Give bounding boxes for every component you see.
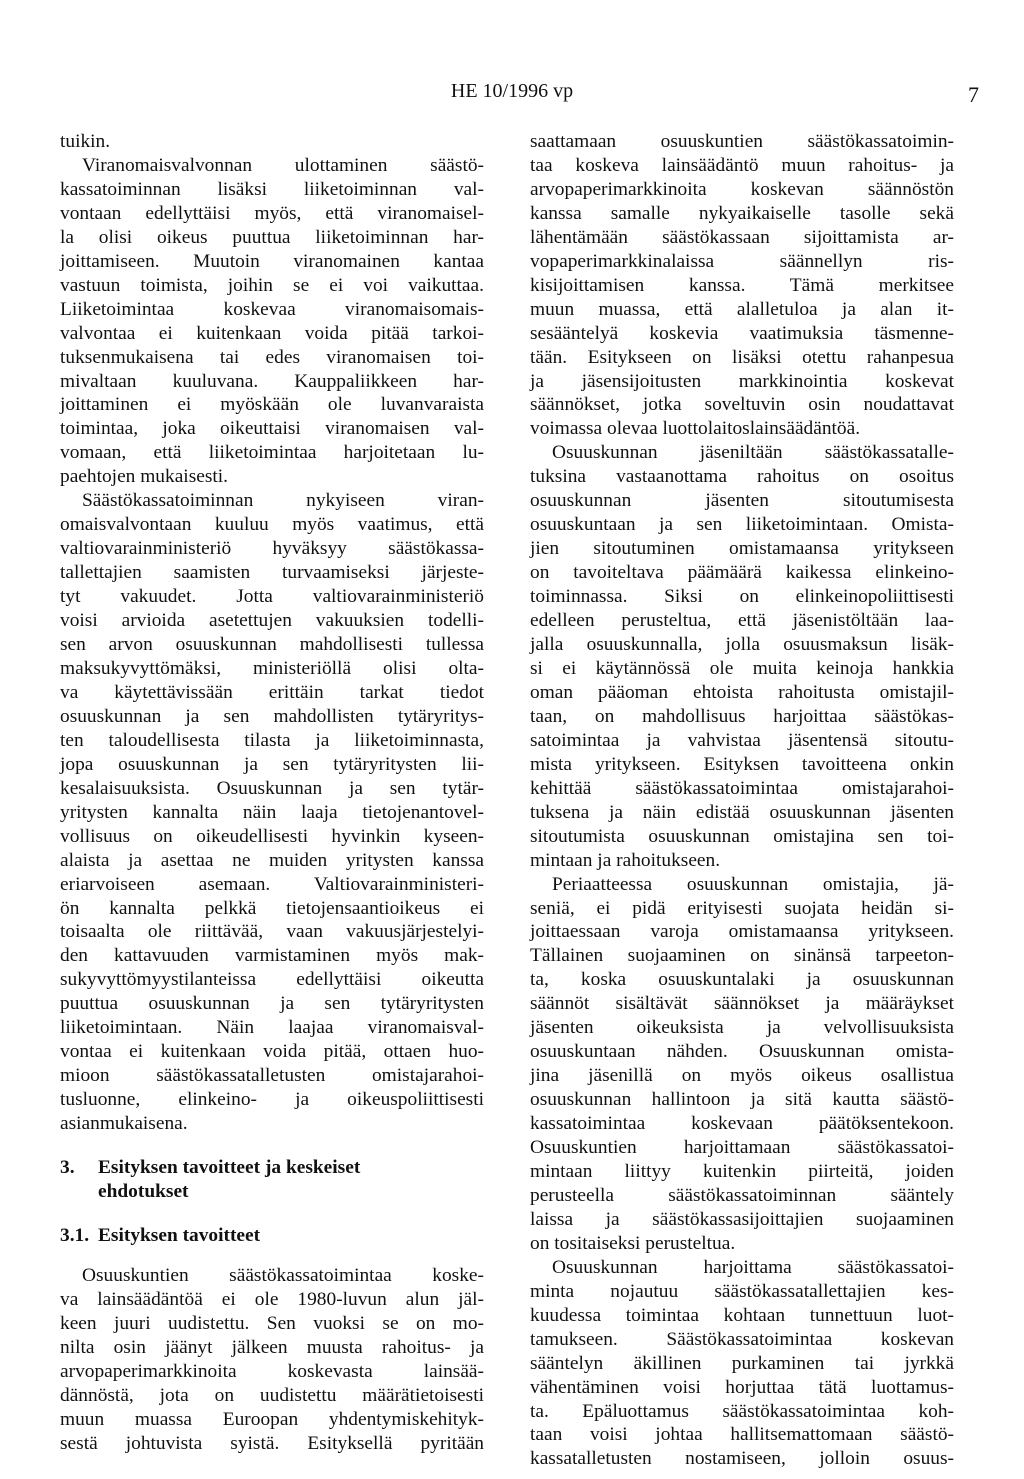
text-line: minta nojautuu säästökassatallettajien kes- (530, 1280, 954, 1302)
text-line: vontaa ei kuitenkaan voida pitää, ottaen huo- (60, 1041, 484, 1063)
text-line: oman pääoman ehtoista rahoitusta omistajil- (530, 681, 954, 703)
section-title (98, 1156, 360, 1204)
text-line: satoimintaa ja vahvistaa jäsentensä sitoutu- (530, 729, 954, 751)
text-line: taan voisi johtaa hallitsemattomaan säästö- (530, 1424, 954, 1446)
paragraph (60, 1264, 484, 1456)
text-line: sesääntelyä koskevia vaatimuksia täsmenne- (530, 322, 954, 344)
text-line: Osuuskuntien harjoittamaan säästökassatoi- (530, 1137, 954, 1159)
text-line: jien sitoutuminen omistamaansa yritykseen (530, 538, 954, 560)
text-line: saattamaan osuuskuntien säästökassatoimin- (530, 131, 954, 152)
text-line: arvopaperimarkkinoita koskevasta lainsää- (60, 1360, 484, 1382)
text-line: Periaatteessa osuuskunnan omistajia, jä- (552, 873, 954, 895)
left-column (60, 130, 484, 1456)
subsection-heading (60, 1224, 484, 1248)
text-line: va käytettävissään erittäin tarkat tiedot (60, 681, 484, 703)
text-line: Tällainen suojaaminen on sinänsä tarpeeton- (530, 945, 954, 967)
text-line: vastuun toimista, joihin se ei voi vaikuttaa. (60, 274, 484, 296)
text-line: kisijoittamisen kanssa. Tämä merkitsee (530, 274, 954, 296)
text-line: jäsenten oikeuksista ja velvollisuuksista (530, 1017, 954, 1039)
text-line: paehtojen mukaisesti. (60, 466, 229, 488)
text-line: seniä, ei pidä erityisesti suojata heidän si- (530, 897, 954, 919)
text-line: keen juuri uudistettu. Sen vuoksi se on mo- (60, 1312, 484, 1334)
text-line: jopa osuuskunnan ja sen tytäryritysten lii- (60, 753, 484, 775)
text-line: joittaminen ei myöskään ole luvanvaraista (60, 394, 484, 416)
text-line: tuksenmukaisena tai edes viranomaisen toi- (60, 346, 484, 368)
text-line: mintaan liittyy kuitenkin piirteitä, joiden (530, 1160, 954, 1182)
subsection-number: 3.1. (60, 1225, 90, 1247)
text-line: joittamiseen. Muutoin viranomainen kantaa (60, 250, 484, 272)
text-line: Liiketoimintaa koskevaa viranomaisomais- (60, 298, 484, 320)
text-line: sen arvon osuuskunnan mahdollisesti tullessa (60, 634, 484, 656)
text-line: tusluonne, elinkeino- ja oikeuspoliittisesti (60, 1089, 484, 1111)
text-line: ten taloudellisesta tilasta ja liiketoiminnasta, (60, 729, 484, 751)
text-line: tuksena ja näin edistää osuuskunnan jäsenten (530, 801, 954, 823)
text-line: laissa ja säästökassasijoittajien suojaaminen (530, 1208, 954, 1230)
paragraph (60, 130, 484, 489)
right-column (530, 130, 954, 1471)
text-line: voimassa olevaa luottolaitoslainsäädäntöä. (530, 418, 861, 440)
text-line: eriarvoiseen asemaan. Valtiovarainministeri- (60, 873, 484, 895)
text-line: muun muassa Euroopan yhdentymiskehityk- (60, 1408, 484, 1430)
text-line: mivaltaan kuuluvana. Kauppaliikkeen har- (60, 370, 484, 392)
text-line: osuuskuntaan nähden. Osuuskunnan omista- (530, 1041, 954, 1063)
text-line: säännökset, jotka soveltuvin osin noudattavat (530, 394, 954, 416)
text-line: yritysten kannalta näin laaja tietojenantovel- (60, 801, 484, 823)
text-line: joittaessaan varoja omistamaansa yritykseen. (530, 921, 954, 943)
text-line: kassatalletusten nostamiseen, jolloin osuus- (530, 1448, 954, 1470)
text-line: säännöt sisältävät säännökset ja määräykset (530, 993, 954, 1015)
paragraph (530, 130, 954, 441)
paragraph (530, 441, 954, 872)
text-line: vähentäminen voisi horjuttaa tätä luottamus- (530, 1376, 954, 1398)
text-line: sukyvyttömyystilanteissa edellyttäisi oikeutta (60, 969, 484, 991)
text-line: si ei käytännössä ole muita keinoja hankkia (530, 657, 954, 679)
text-line: arvopaperimarkkinoita koskevan säännöstön (530, 178, 954, 200)
text-line: osuuskunnan ja sen mahdollisten tytäryritys- (60, 705, 484, 727)
text-line: Säästökassatoiminnan nykyiseen viran- (82, 490, 484, 512)
text-line: maksukyvyttömäksi, ministeriöllä olisi olta- (60, 657, 484, 679)
text-line: perusteella säästökassatoiminnan sääntely (530, 1184, 954, 1206)
text-line: mioon säästökassatalletusten omistajarahoi- (60, 1065, 484, 1087)
text-line: taa koskeva lainsäädäntö muun rahoitus- ja (530, 154, 954, 176)
text-line: Osuuskuntien säästökassatoimintaa koske- (82, 1264, 484, 1286)
text-line: vontaan edellyttäisi myös, että viranomaisel- (60, 202, 484, 224)
text-line: kehittää säästökassatoimintaa omistajarahoi- (530, 777, 954, 799)
text-line: vomaan, että liiketoimintaa harjoitetaan lu- (60, 442, 484, 464)
text-line: nilta osin jäänyt jälkeen muusta rahoitus- ja (60, 1336, 484, 1358)
text-line: jina jäsenillä on myös oikeus osallistua (530, 1065, 954, 1087)
text-line: taan, on mahdollisuus harjoittaa säästökas- (530, 705, 954, 727)
text-line: osuuskunnan jäsenten sitoutumisesta (530, 490, 954, 512)
text-line: ja jäsensijoitusten markkinointia koskevat (530, 370, 954, 392)
text-line: tuikin. (60, 131, 111, 152)
text-line: tamukseen. Säästökassatoimintaa koskevan (530, 1328, 954, 1350)
text-line: ön kannalta pelkkä tietojensaantioikeus ei (60, 897, 484, 919)
text-line: va lainsäädäntöä ei ole 1980-luvun alun jäl- (60, 1288, 484, 1310)
text-line: kuudessa toimintaa kohtaan tunnettuun luot- (530, 1304, 954, 1326)
text-line: asianmukaisena. (60, 1113, 188, 1135)
text-line: omaisvalvontaan kuuluu myös vaatimus, että (60, 514, 484, 536)
text-line: lähentämään säästökassaan sijoittamista ar- (530, 226, 954, 248)
paragraph (530, 1256, 954, 1472)
section-heading (60, 1156, 484, 1204)
text-line: liiketoimintaan. Näin laajaa viranomaisval- (60, 1017, 484, 1039)
text-line: puuttua osuuskunnan ja sen tytäryritysten (60, 993, 484, 1015)
text-line: tyt vakuudet. Jotta valtiovarainministeriö (60, 586, 484, 608)
text-line: osuuskunnan hallintoon ja sitä kautta säästö- (530, 1089, 954, 1111)
document-title: HE 10/1996 vp (450, 80, 574, 102)
text-line: on tositaiseksi perusteltua. (530, 1232, 736, 1254)
text-line: on tavoiteltava päämäärä kaikessa elinkeino- (530, 562, 954, 584)
text-line: vopaperimarkkinalaissa säännellyn ris- (530, 250, 954, 272)
text-line: sääntelyn äkillinen purkaminen tai jyrkkä (530, 1352, 954, 1374)
section-number: 3. (60, 1157, 75, 1179)
text-line: ta, koska osuuskuntalaki ja osuuskunnan (530, 969, 954, 991)
heading-line: Esityksen tavoitteet ja keskeiset (98, 1157, 361, 1179)
text-line: dännöstä, jota on uudistettu määrätietoisesti (60, 1384, 484, 1406)
text-line: kanssa samalle nykyaikaiselle tasolle sekä (530, 202, 954, 224)
text-line: toiminnassa. Siksi on elinkeinopoliittisesti (530, 586, 954, 608)
text-line: mista yritykseen. Esityksen tavoitteena onkin (530, 753, 954, 775)
text-line: kassatoiminnan lisäksi liiketoiminnan val- (60, 178, 484, 200)
text-line: valtiovarainministeriö hyväksyy säästökassa- (60, 538, 484, 560)
paragraph (530, 873, 954, 1256)
text-line: tään. Esitykseen on lisäksi otettu rahanpesua (530, 346, 954, 368)
text-line: Osuuskunnan harjoittama säästökassatoi- (552, 1256, 954, 1278)
text-line: voisi arvioida asetettujen vakuuksien todelli- (60, 610, 484, 632)
text-line: tallettajien saamisten turvaamiseksi järjeste- (60, 562, 484, 584)
text-line: Viranomaisvalvonnan ulottaminen säästö- (82, 154, 484, 176)
text-line: edelleen perusteltua, että jäsenistöltään laa- (530, 610, 954, 632)
paragraph (60, 489, 484, 1136)
text-line: kesalaisuuksista. Osuuskunnan ja sen tytär- (60, 777, 484, 799)
text-line: den kattavuuden varmistaminen myös mak- (60, 945, 484, 967)
text-line: toimintaa, joka oikeuttaisi viranomaisen val- (60, 418, 484, 440)
text-line: Osuuskunnan jäseniltään säästökassatalle- (552, 442, 954, 464)
text-line: ta. Epäluottamus säästökassatoimintaa koh- (530, 1400, 954, 1422)
text-line: sestä johtuvista syistä. Esityksellä pyritään (60, 1432, 484, 1454)
text-line: vollisuus on oikeudellisesti hyvinkin kyseen- (60, 825, 484, 847)
text-line: valvontaa ei kuitenkaan voida pitää tarkoi- (60, 322, 484, 344)
text-line: mintaan ja rahoitukseen. (530, 849, 721, 871)
text-line: jalla osuuskunnalla, jolla osuusmaksun lisäk- (530, 634, 954, 656)
text-line: sitoutumista osuuskunnan omistajina sen toi- (530, 825, 954, 847)
text-line: la olisi oikeus puuttua liiketoiminnan har- (60, 226, 484, 248)
page-number: 7 (968, 82, 979, 107)
text-line: kassatoimintaa koskevaan päätöksentekoon. (530, 1113, 954, 1135)
text-line: osuuskuntaan ja sen liiketoimintaan. Omista- (530, 514, 954, 536)
text-line: muun muassa, että alalletuloa ja alan it- (530, 298, 954, 320)
text-line: tuksina vastaanottama rahoitus on osoitus (530, 466, 954, 488)
subsection-title: Esityksen tavoitteet (98, 1225, 261, 1247)
text-line: alaista ja asettaa ne muiden yritysten kanssa (60, 849, 484, 871)
text-line: toisaalta ole riittävää, vaan vakuusjärjestelyi- (60, 921, 484, 943)
heading-line: ehdotukset (98, 1181, 189, 1203)
